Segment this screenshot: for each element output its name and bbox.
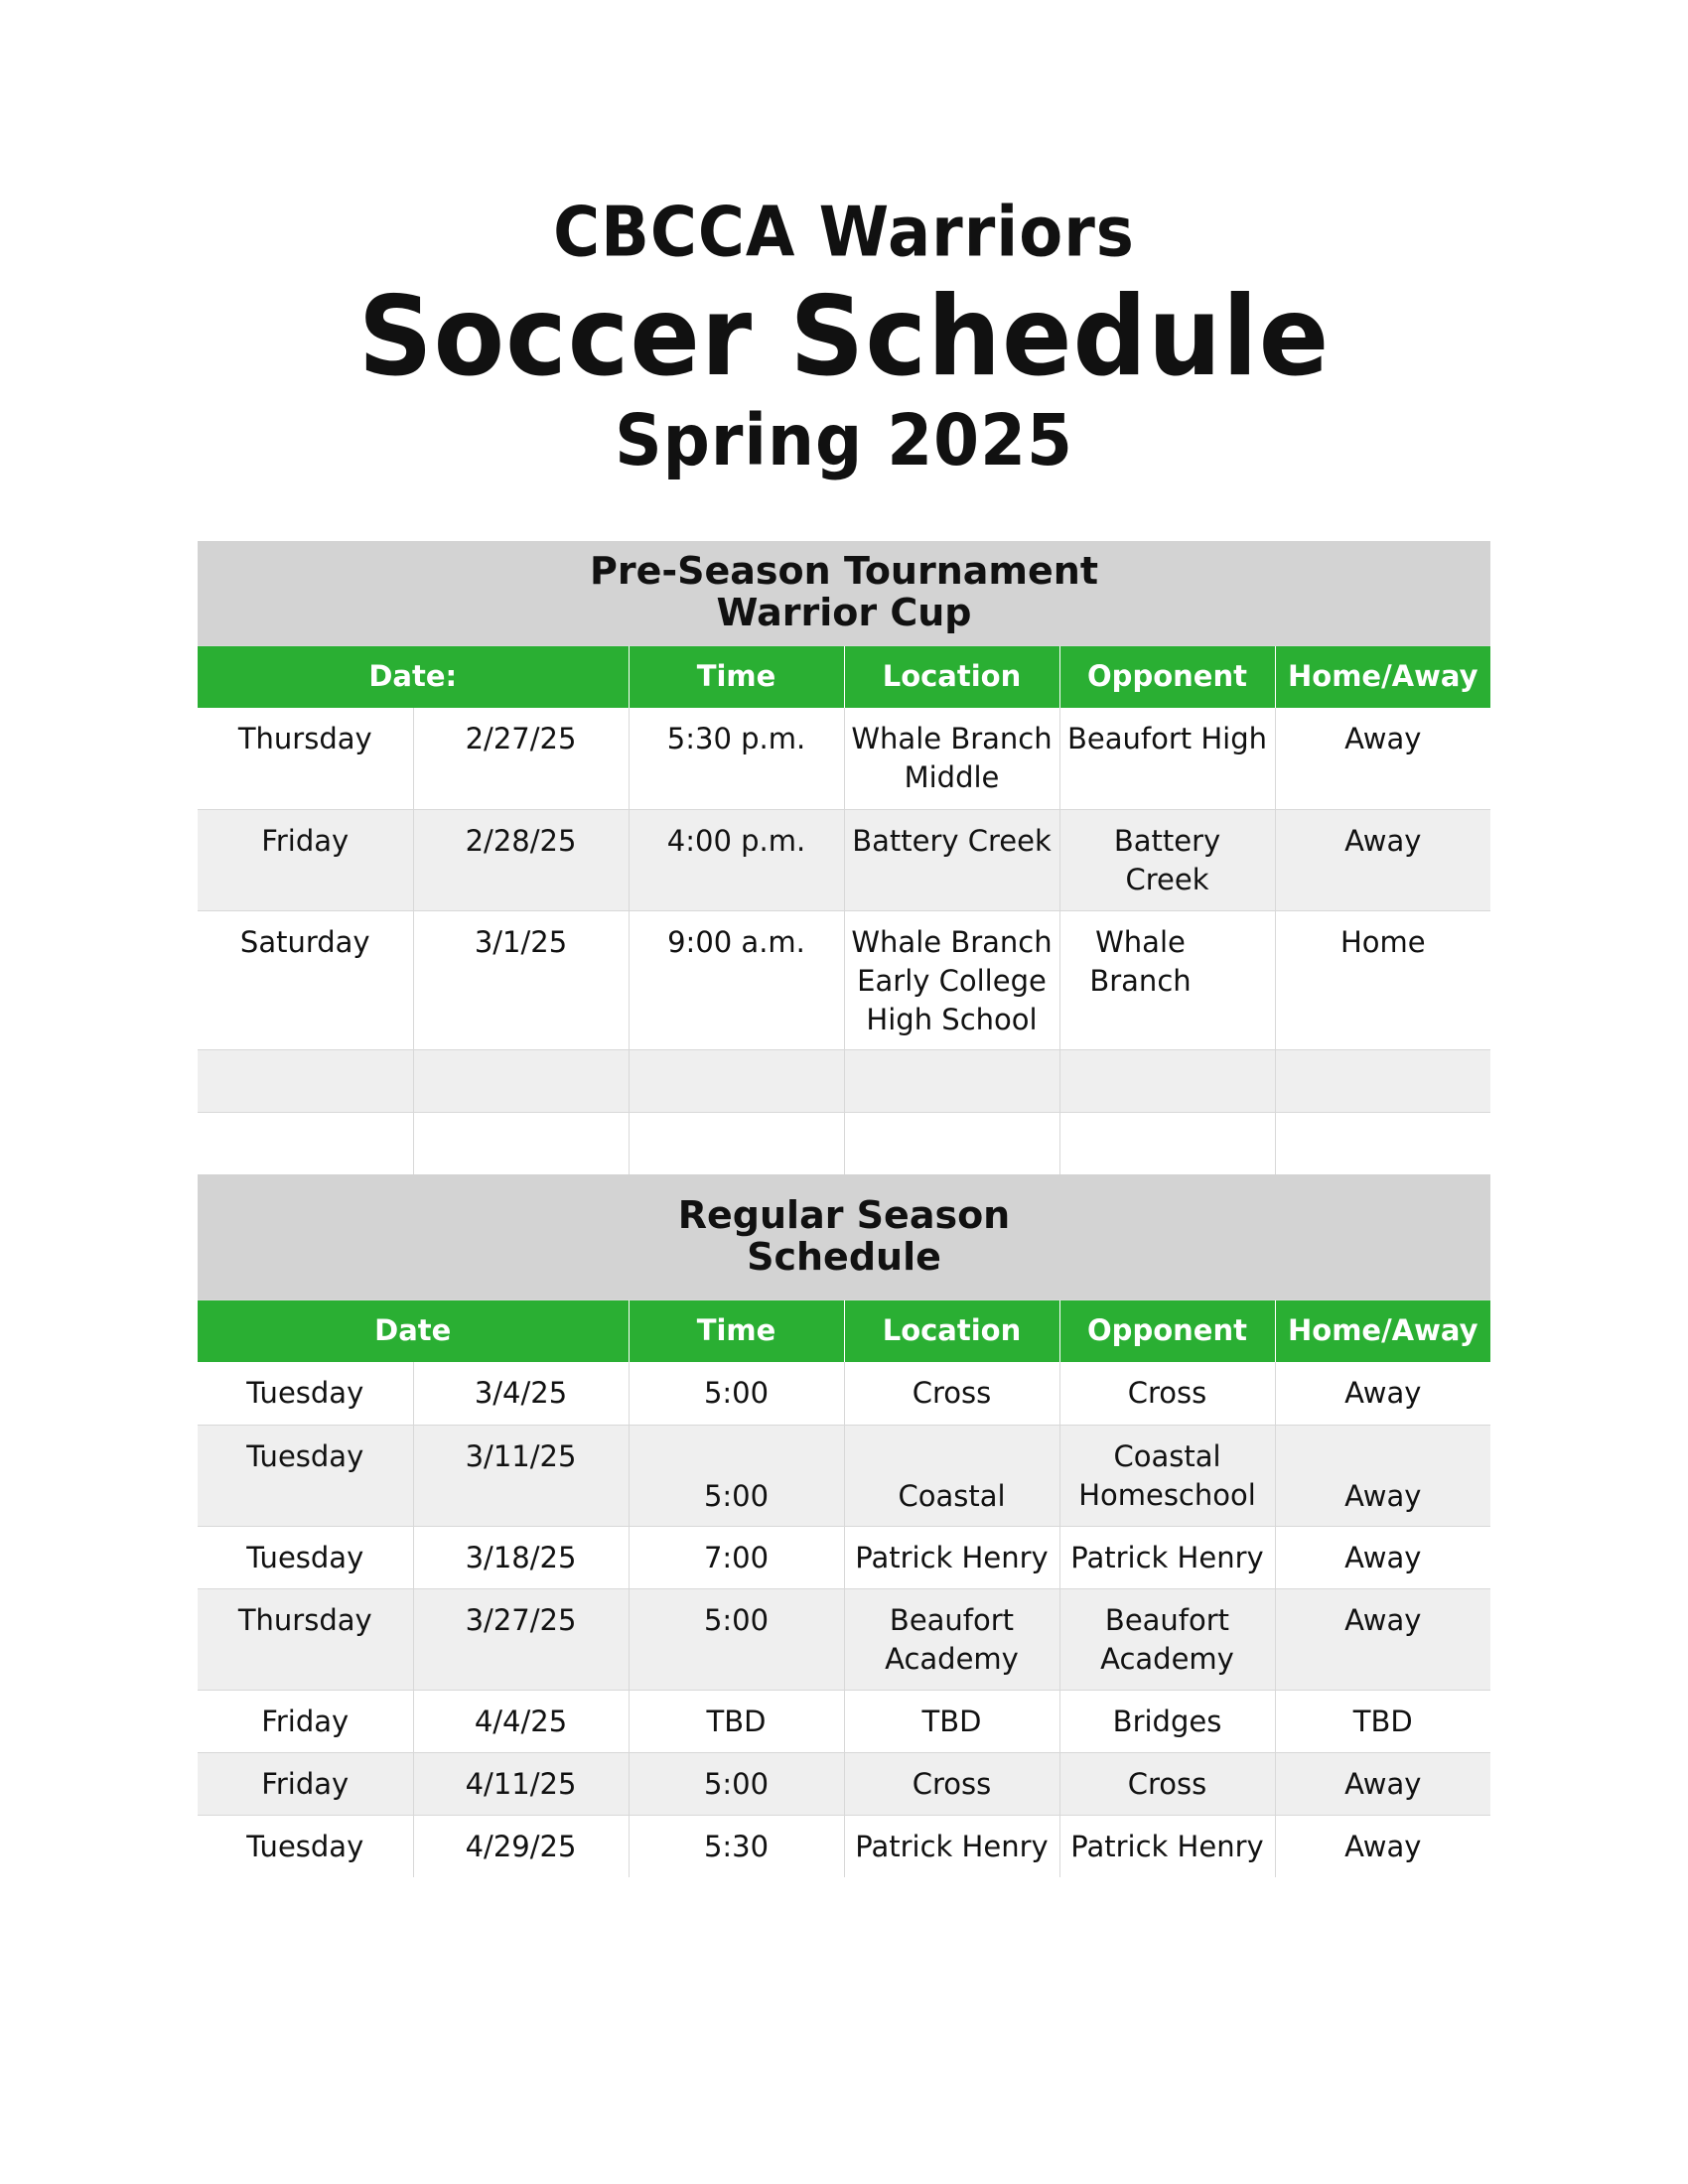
page-title [0,189,1688,486]
game-day: Tuesday [198,1425,413,1526]
game-home-away: Away [1275,809,1490,910]
table-row [198,910,1490,1049]
col-header-opponent: Opponent [1059,1299,1275,1362]
game-opponent: Coastal Homeschool [1059,1425,1275,1526]
game-date: 3/11/25 [413,1425,629,1526]
preseason-table [198,541,1490,1175]
game-time: 7:00 [629,1526,844,1588]
col-header-time: Time [629,645,844,708]
preseason-column-header-row [198,645,1490,708]
game-opponent: Patrick Henry [1059,1526,1275,1588]
game-opponent: Patrick Henry [1059,1815,1275,1877]
game-home-away: Away [1344,1829,1422,1863]
game-date: 4/11/25 [413,1752,629,1815]
regular-heading [198,1174,1490,1299]
table-row [198,1526,1490,1588]
table-row [198,1425,1490,1526]
game-date: 3/27/25 [413,1588,629,1690]
col-header-location: Location [844,1299,1059,1362]
game-date: 2/28/25 [413,809,629,910]
game-home-away: Away [1275,1362,1490,1425]
game-time: 5:00 [629,1362,844,1425]
regular-column-header-row [198,1299,1490,1362]
preseason-heading [198,541,1490,645]
game-date: 4/4/25 [413,1690,629,1752]
game-day: Saturday [198,910,413,1049]
empty-row [198,1112,1490,1174]
game-day: Thursday [198,708,413,809]
regular-heading-line2: Schedule [747,1234,941,1279]
team-name: CBCCA Warriors [553,194,1135,273]
game-time: 5:00 [629,1752,844,1815]
game-date: 3/18/25 [413,1526,629,1588]
table-row [198,1752,1490,1815]
game-opponent: Beaufort High [1059,708,1275,809]
game-time: 5:00 [629,1425,844,1526]
col-header-home-away: Home/Away [1275,1299,1490,1362]
game-date: 4/29/25 [413,1815,629,1877]
game-opponent: Battery Creek [1059,809,1275,910]
season-label: Spring 2025 [615,398,1073,482]
game-day: Thursday [198,1588,413,1690]
game-location: Whale Branch Middle [844,708,1059,809]
preseason-heading-row [198,541,1490,645]
game-date: 3/1/25 [413,910,629,1049]
game-day: Friday [198,1752,413,1815]
game-home-away: Away [1275,1526,1490,1588]
game-location: Whale Branch Early College High School [844,910,1059,1049]
table-row [198,809,1490,910]
game-location: Cross [844,1752,1059,1815]
game-location: Patrick Henry [844,1815,1059,1877]
game-time: TBD [629,1690,844,1752]
table-row [198,1815,1490,1877]
game-location: Patrick Henry [844,1526,1059,1588]
col-header-home-away: Home/Away [1275,645,1490,708]
game-day: Friday [198,809,413,910]
game-opponent: Cross [1059,1752,1275,1815]
game-home-away: TBD [1275,1690,1490,1752]
table-row [198,1362,1490,1425]
game-opponent: Beaufort Academy [1059,1588,1275,1690]
game-day: Friday [198,1690,413,1752]
game-day: Tuesday [198,1526,413,1588]
empty-row [198,1049,1490,1112]
table-row [198,708,1490,809]
game-home-away: Away [1275,708,1490,809]
game-home-away: Away [1275,1752,1490,1815]
game-day: Tuesday [198,1362,413,1425]
game-location: Beaufort Academy [844,1588,1059,1690]
regular-heading-line1: Regular Season [677,1192,1011,1237]
game-time: 5:00 [629,1588,844,1690]
preseason-heading-line2: Warrior Cup [716,591,972,635]
game-location: Cross [844,1362,1059,1425]
game-time: 5:30 p.m. [629,708,844,809]
table-row [198,1588,1490,1690]
col-header-time: Time [629,1299,844,1362]
game-time: 9:00 a.m. [629,910,844,1049]
col-header-date: Date: [198,645,629,708]
regular-season-table [198,1174,1490,1877]
game-home-away: Away [1275,1425,1490,1526]
schedule-title: Soccer Schedule [357,272,1331,401]
game-home-away: Away [1275,1588,1490,1690]
game-date: 3/4/25 [413,1362,629,1425]
game-opponent: Cross [1059,1362,1275,1425]
regular-heading-row [198,1174,1490,1299]
game-opponent: Bridges [1059,1690,1275,1752]
game-time: 4:00 p.m. [629,809,844,910]
game-time: 5:30 [629,1815,844,1877]
col-header-date: Date [198,1299,629,1362]
game-date: 2/27/25 [413,708,629,809]
game-opponent: Whale Branch [1059,910,1275,1049]
col-header-location: Location [844,645,1059,708]
table-row [198,1690,1490,1752]
preseason-heading-line1: Pre-Season Tournament [590,549,1098,594]
game-location: TBD [844,1690,1059,1752]
game-location: Coastal [844,1425,1059,1526]
game-day: Tuesday [198,1815,413,1877]
col-header-opponent: Opponent [1059,645,1275,708]
game-location: Battery Creek [844,809,1059,910]
game-home-away: Home [1275,910,1490,1049]
